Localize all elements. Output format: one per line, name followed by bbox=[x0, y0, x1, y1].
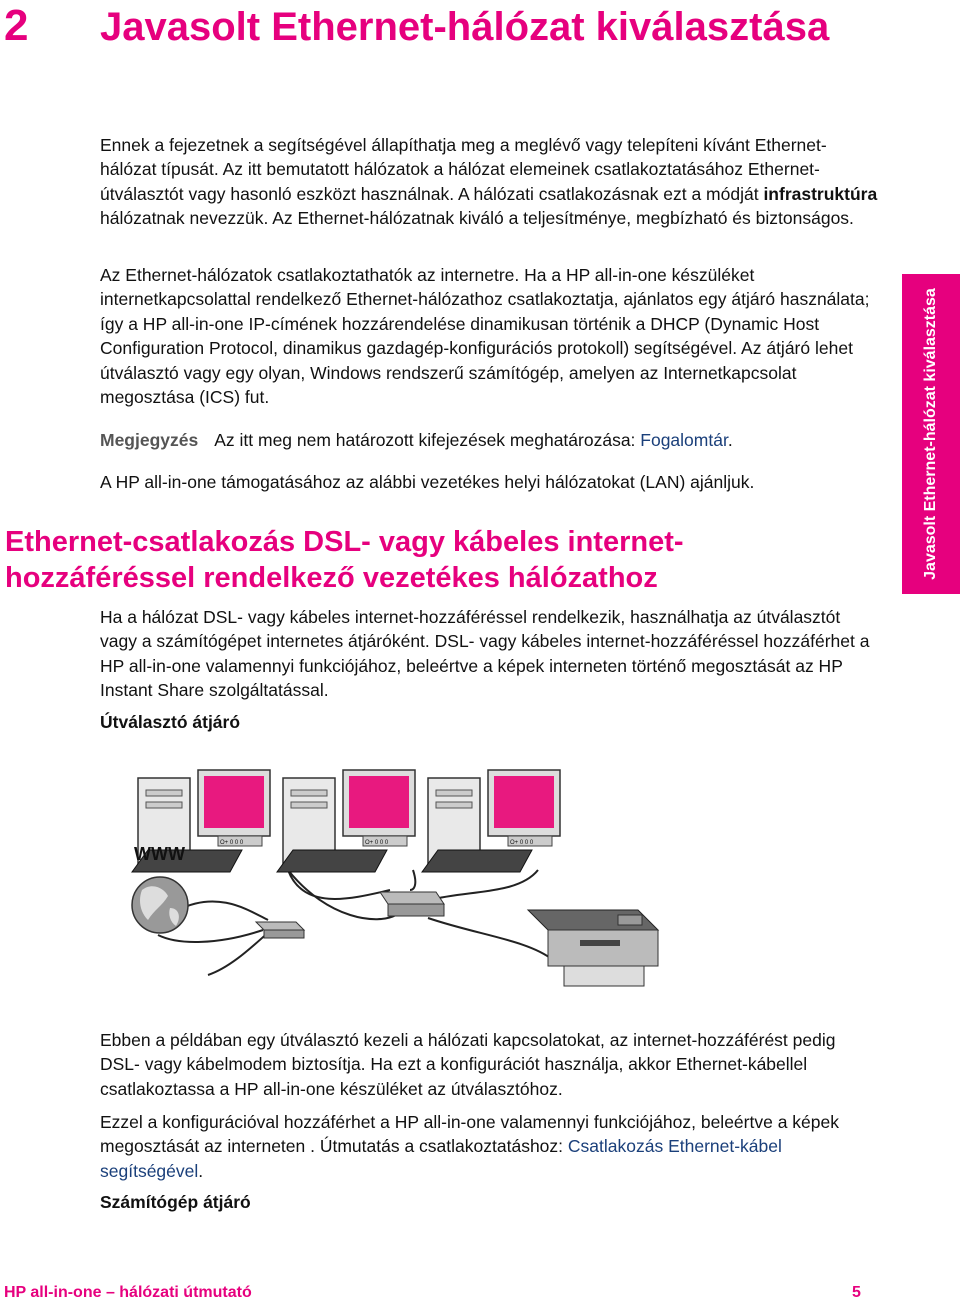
computer-gateway-heading: Számítógép átjáró bbox=[100, 1192, 251, 1212]
section-paragraph-3-text: Ezzel a konfigurációval hozzáférhet a HP all-in-one valamennyi funkciójához, beleértve a képek megosztását az interneten . Útmutatás a csatlakoztatáshoz: bbox=[100, 1112, 839, 1157]
intro-text-a: Ennek a fejezetnek a segítségével állapíthatja meg a meglévő vagy telepíteni kívánt Ethernet-hálózat típusát. Az itt bemutatott hálózatok a hálózat elemeinek csatlakoztatásához Ethernet-útválasztót vagy hasonló eszközt használnak. A hálózati csatlakozásnak ezt a módját bbox=[100, 135, 827, 204]
printer-icon bbox=[528, 910, 658, 986]
note-label: Megjegyzés bbox=[100, 430, 199, 450]
modem-icon bbox=[256, 922, 304, 938]
ethernet-cables bbox=[158, 870, 553, 975]
infrastructure-term: infrastruktúra bbox=[763, 183, 878, 204]
note bbox=[100, 428, 880, 452]
pc-1-label: O+ 0 0 0 bbox=[220, 840, 244, 846]
intro-text-b: hálózatnak nevezzük. Az Ethernet-hálózatnak kiváló a teljesítménye, megbízható és biztonságos. bbox=[100, 208, 854, 229]
ethernet-connection-link[interactable]: Csatlakozás Ethernet-kábel segítségével bbox=[100, 1136, 782, 1181]
computer-3 bbox=[422, 770, 560, 872]
intro-paragraph-3: A HP all-in-one támogatásához az alábbi vezetékes helyi hálózatokat (LAN) ajánljuk. bbox=[100, 472, 755, 492]
footer-title: HP all-in-one – hálózati útmutató bbox=[4, 1284, 252, 1301]
globe-icon bbox=[132, 877, 188, 933]
section-heading: Ethernet-csatlakozás DSL- vagy kábeles internet-hozzáféréssel rendelkező vezetékes hálózathoz bbox=[5, 526, 684, 594]
chapter-number: 2 bbox=[4, 1, 29, 50]
page-number: 5 bbox=[852, 1284, 861, 1301]
pc-3-label: O+ 0 0 0 bbox=[510, 840, 534, 846]
note-text: Az itt meg nem határozott kifejezések meghatározása: bbox=[214, 430, 641, 450]
network-diagram bbox=[118, 760, 678, 1000]
computer-2 bbox=[277, 770, 415, 872]
section-paragraph-1: Ha a hálózat DSL- vagy kábeles internet-hozzáféréssel rendelkezik, használhatja az útválasztót vagy a számítógépet internetes átjáróként. DSL- vagy kábeles internet-hozzáféréssel hozzáférhet a HP all-in-one valamennyi funkciójához, beleértve a képek interneten történő megosztását az HP Instant Share szolgáltatással. bbox=[100, 607, 870, 701]
intro-paragraph-2: Az Ethernet-hálózatok csatlakoztathatók az internetre. Ha a HP all-in-one készüléket internetkapcsolattal rendelkező Ethernet-hálózathoz csatlakoztatja, ajánlatos egy átjáró használata; így a HP all-in-one IP-címének hozzárendelése dinamikusan történik a DHCP (Dynamic Host Configuration Protocol, dinamikus gazdagép-konfigurációs protokoll) segítségével. Az átjáró lehet útválasztó vagy egy olyan, Windows rendszerű számítógép, amelyen az Internetkapcsolat megosztása (ICS) fut. bbox=[100, 265, 870, 408]
section-paragraph-3 bbox=[100, 1110, 880, 1183]
router-gateway-heading: Útválasztó átjáró bbox=[100, 712, 241, 732]
section-paragraph-3-end: . bbox=[198, 1160, 204, 1181]
router-icon bbox=[380, 892, 444, 916]
glossary-link[interactable]: Fogalomtár bbox=[640, 430, 728, 450]
intro-paragraph-1 bbox=[100, 133, 880, 231]
pc-2-label: O+ 0 0 0 bbox=[365, 840, 389, 846]
side-tab bbox=[902, 274, 960, 594]
note-end: . bbox=[727, 430, 733, 450]
section-paragraph-2: Ebben a példában egy útválasztó kezeli a hálózati kapcsolatokat, az internet-hozzáférést pedig DSL- vagy kábelmodem biztosítja. Ha ezt a konfigurációt használja, akkor Ethernet-kábellel csatlakoztassa a HP all-in-one készüléket az útválasztóhoz. bbox=[100, 1030, 836, 1099]
chapter-title: Javasolt Ethernet-hálózat kiválasztása bbox=[100, 5, 830, 49]
side-tab-label: Javasolt Ethernet-hálózat kiválasztása bbox=[922, 288, 939, 580]
www-label: WWW bbox=[134, 844, 185, 864]
